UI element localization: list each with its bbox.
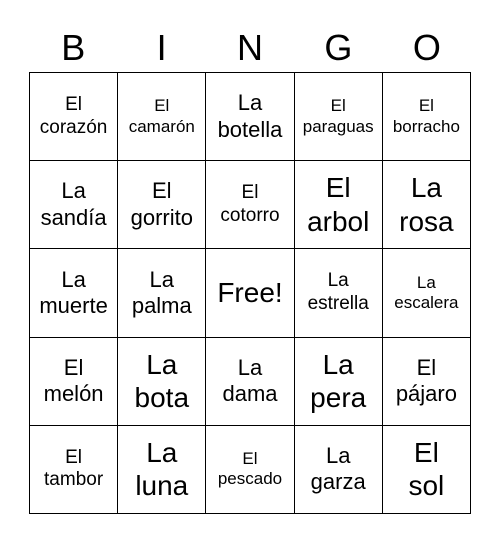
cell-label: La palma — [131, 266, 192, 318]
bingo-cell[interactable] — [30, 249, 118, 337]
cell-label: La rosa — [399, 172, 454, 237]
bingo-board — [29, 72, 471, 514]
cell-label: La botella — [217, 90, 283, 142]
bingo-cell[interactable] — [206, 426, 294, 514]
cell-label: El camarón — [128, 96, 195, 136]
free-space-cell[interactable] — [206, 249, 294, 337]
bingo-cell[interactable] — [383, 249, 471, 337]
bingo-cell[interactable] — [206, 73, 294, 161]
cell-label: La muerte — [39, 266, 108, 318]
cell-label: La garza — [310, 443, 366, 495]
cell-label: La estrella — [307, 270, 369, 314]
cell-label: El gorrito — [130, 178, 193, 230]
bingo-cell[interactable] — [383, 73, 471, 161]
bingo-cell[interactable] — [118, 73, 206, 161]
cell-label: El melón — [43, 354, 104, 407]
header-letter-i: I — [156, 27, 167, 68]
bingo-cell[interactable] — [295, 73, 383, 161]
bingo-cell[interactable] — [295, 161, 383, 249]
header-letter-n: N — [237, 27, 264, 68]
bingo-cell[interactable] — [295, 338, 383, 426]
header-letter-b: B — [61, 27, 86, 68]
cell-label: El borracho — [392, 96, 460, 136]
bingo-cell[interactable] — [206, 338, 294, 426]
bingo-cell[interactable] — [30, 338, 118, 426]
bingo-cell[interactable] — [30, 426, 118, 514]
cell-label: El corazón — [39, 93, 108, 138]
bingo-cell[interactable] — [383, 161, 471, 249]
cell-label: El pescado — [217, 449, 283, 489]
cell-label: La dama — [222, 354, 278, 407]
bingo-header — [29, 20, 471, 76]
bingo-cell[interactable] — [295, 249, 383, 337]
bingo-cell[interactable] — [295, 426, 383, 514]
cell-label: El paraguas — [302, 96, 374, 136]
cell-label: La bota — [134, 348, 190, 414]
cell-label: La sandía — [40, 178, 107, 230]
bingo-cell[interactable] — [30, 161, 118, 249]
header-letter-g: G — [324, 27, 353, 68]
cell-label: La escalera — [394, 272, 459, 312]
cell-label: La luna — [135, 436, 189, 502]
header-letter-o: O — [412, 27, 441, 68]
cell-label: El tambor — [44, 446, 104, 491]
bingo-cell[interactable] — [30, 73, 118, 161]
bingo-cell[interactable] — [118, 426, 206, 514]
cell-label: El arbol — [307, 172, 370, 237]
cell-label: El cotorro — [220, 181, 280, 226]
free-space-label: Free! — [217, 277, 283, 309]
bingo-cell[interactable] — [118, 249, 206, 337]
cell-label: El pájaro — [395, 354, 457, 407]
bingo-cell[interactable] — [118, 338, 206, 426]
cell-label: La pera — [310, 348, 367, 414]
bingo-cell[interactable] — [383, 338, 471, 426]
bingo-cell[interactable] — [383, 426, 471, 514]
cell-label: El sol — [408, 436, 445, 502]
bingo-cell[interactable] — [206, 161, 294, 249]
bingo-cell[interactable] — [118, 161, 206, 249]
